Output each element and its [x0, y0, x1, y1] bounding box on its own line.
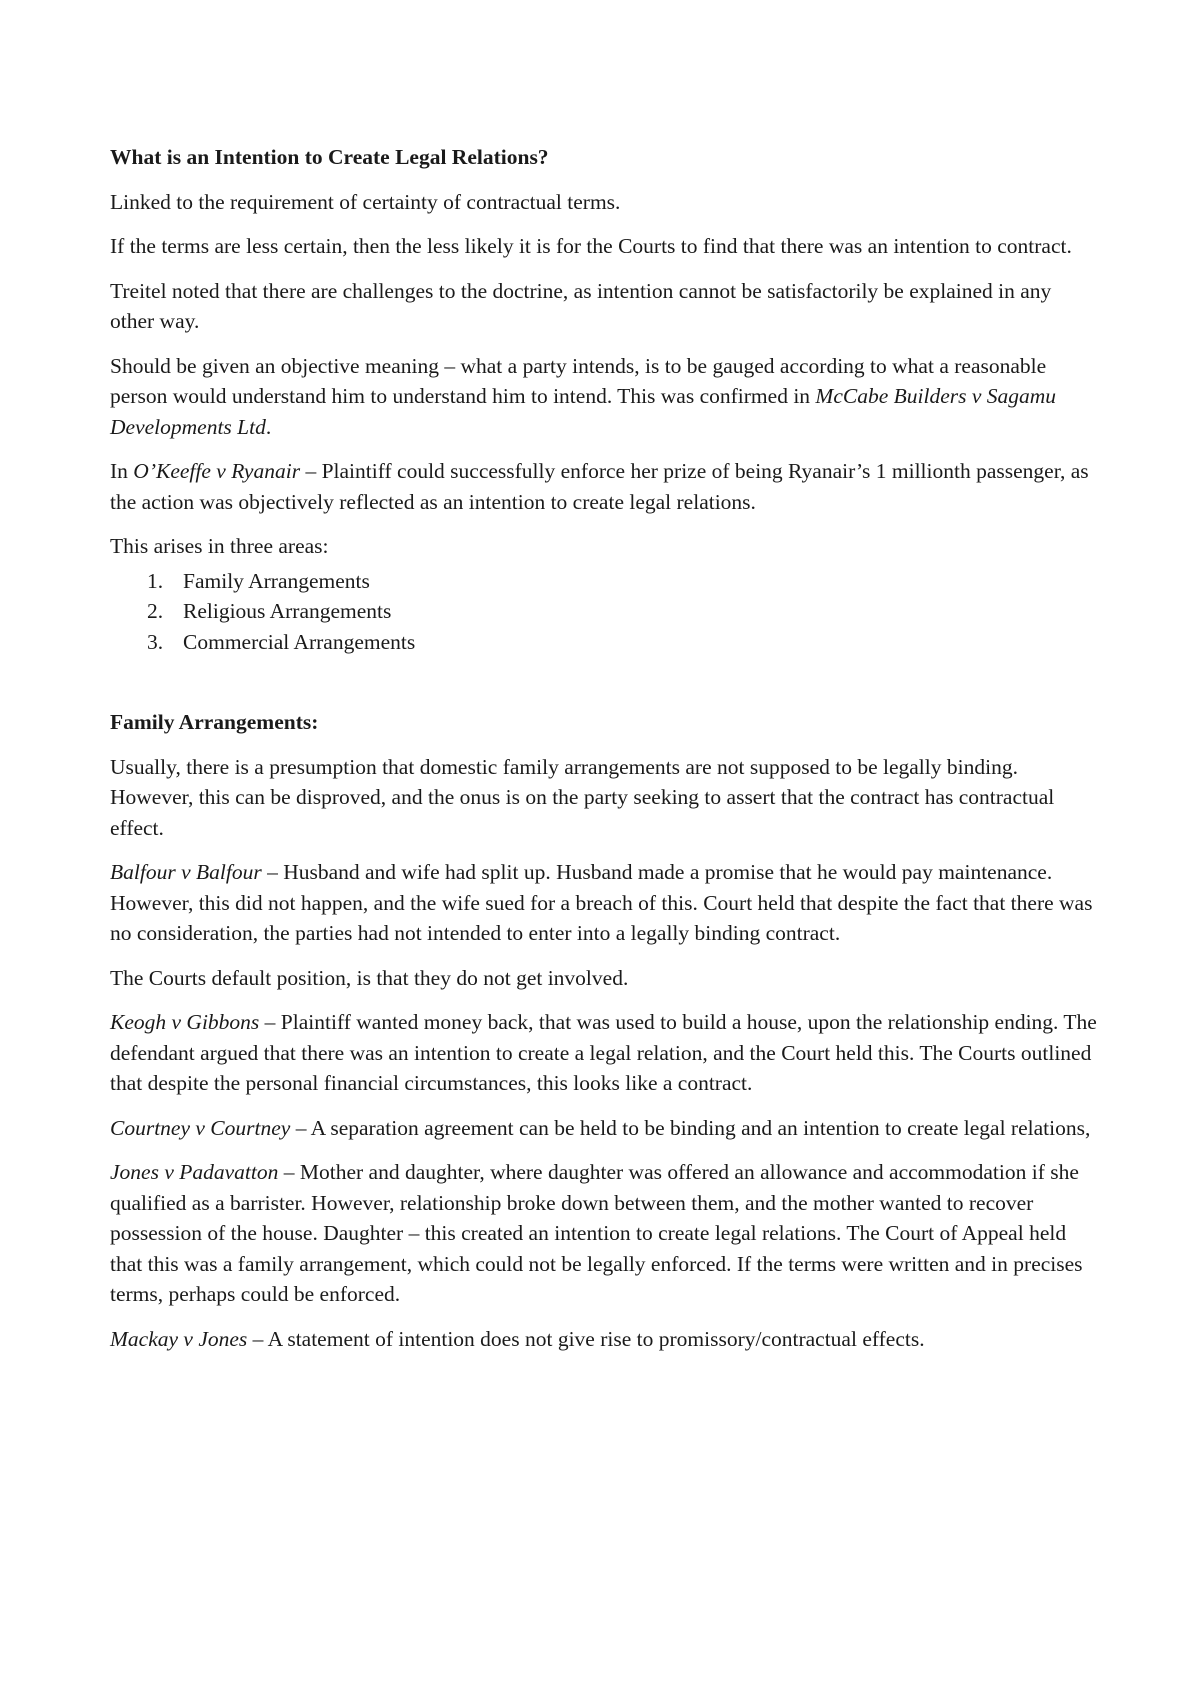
document-body	[110, 142, 1100, 1368]
paragraph-text: – Plaintiff could successfully enforce her prize of being Ryanair’s 1 millionth passenger, as the action was objectively reflected as an intention to create legal relations.	[110, 459, 1089, 514]
case-name: Mackay v Jones	[110, 1326, 248, 1351]
paragraph-text: In	[110, 459, 134, 483]
list-item	[147, 566, 1100, 597]
paragraph: The Courts default position, is that they do not get involved.	[110, 965, 629, 990]
case-text: – A statement of intention does not give rise to promissory/contractual effects.	[247, 1326, 925, 1351]
case-text: – A separation agreement can be held to be binding and an intention to create legal relations,	[290, 1115, 1091, 1140]
list-number: 3.	[147, 629, 164, 654]
case-text: – Plaintiff wanted money back, that was used to build a house, upon the relationship ending. The defendant argued that there was an intention to create a legal relation, and the Court held this. The Courts outlined that despite the personal financial circumstances, this looks like a contract.	[110, 1010, 1097, 1095]
paragraph-okeeffe	[110, 456, 1100, 517]
case-paragraph	[110, 1157, 1100, 1310]
list-number: 2.	[147, 599, 164, 623]
case-name: Keogh v Gibbons	[110, 1010, 260, 1034]
areas-list	[110, 566, 1100, 658]
case-name: Balfour v Balfour	[110, 860, 262, 884]
paragraph: Usually, there is a presumption that domestic family arrangements are not supposed to be legally binding. However, this can be disproved, and the onus is on the party seeking to assert that the contract has contractual effect.	[110, 754, 1055, 840]
list-item	[147, 627, 1100, 658]
paragraph-objective-meaning	[110, 351, 1100, 443]
case-name: Jones v Padavatton	[110, 1160, 279, 1184]
case-name: O’Keeffe v Ryanair	[133, 459, 301, 483]
case-text: – Husband and wife had split up. Husband made a promise that he would pay maintenance. However, this did not happen, and the wife sued for a breach of this. Court held that despite the fact that there was no consideration, the parties had not intended to enter into a legally binding contract.	[110, 860, 1093, 945]
paragraph-text: .	[265, 414, 272, 439]
case-name: McCabe Builders v Sagamu Developments Ltd	[110, 384, 1057, 439]
section-spacer	[110, 657, 1100, 707]
list-item-label: Commercial Arrangements	[183, 629, 416, 654]
case-paragraph	[110, 1007, 1100, 1099]
paragraph: This arises in three areas:	[110, 534, 329, 558]
list-number: 1.	[147, 568, 164, 593]
paragraph: Treitel noted that there are challenges to the doctrine, as intention cannot be satisfactorily be explained in any other way.	[110, 278, 1052, 333]
paragraph: Linked to the requirement of certainty of contractual terms.	[110, 189, 621, 214]
list-item-label: Family Arrangements	[183, 568, 370, 593]
paragraph: If the terms are less certain, then the less likely it is for the Courts to find that there was an intention to contract.	[110, 234, 1072, 258]
case-text: – Mother and daughter, where daughter was offered an allowance and accommodation if she qualified as a barrister. However, relationship broke down between them, and the mother wanted to recover possession of the house. Daughter – this created an intention to create legal relations. The Court of Appeal held that this was a family arrangement, which could not be legally enforced. If the terms were written and in precises terms, perhaps could be enforced.	[110, 1160, 1083, 1306]
list-item	[147, 596, 1100, 627]
section-heading-intention: What is an Intention to Create Legal Relations?	[110, 145, 549, 169]
section-heading-family: Family Arrangements:	[110, 710, 319, 734]
case-paragraph	[110, 1324, 1100, 1355]
paragraph-text: Should be given an objective meaning – what a party intends, is to be gauged according to what a reasonable person would understand him to understand him to intend. This was confirmed in	[110, 353, 1047, 408]
list-item-label: Religious Arrangements	[183, 599, 392, 623]
case-name: Courtney v Courtney	[110, 1115, 291, 1140]
case-paragraph	[110, 857, 1100, 949]
case-paragraph	[110, 1113, 1100, 1144]
